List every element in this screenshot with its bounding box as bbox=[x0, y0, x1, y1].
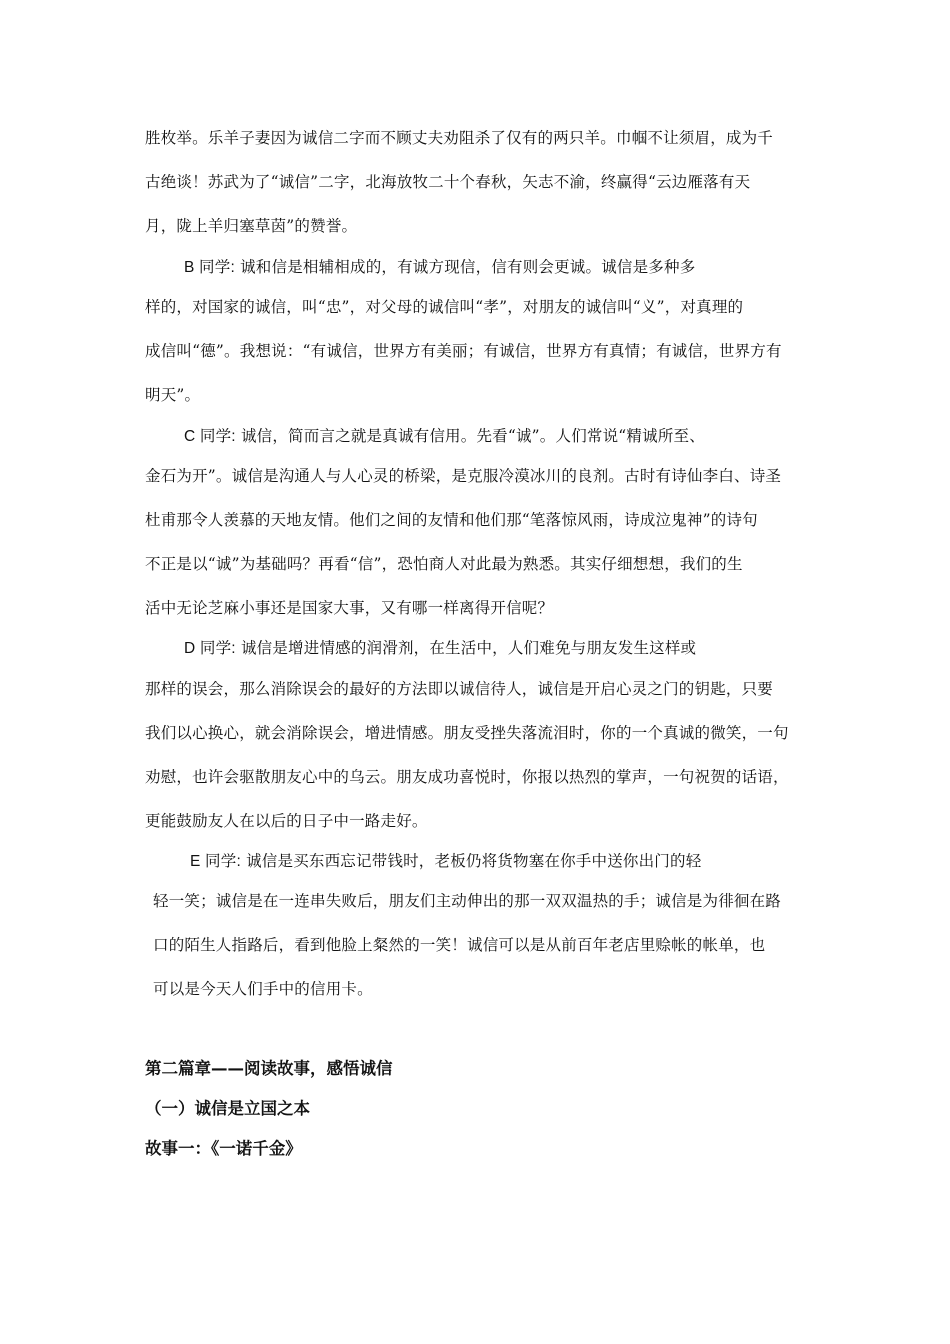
paragraph-d-first-line bbox=[184, 637, 849, 660]
paragraph-line: 古绝谈！苏武为了“诚信”二字，北海放牧二十个春秋，矢志不渝，终赢得“云边雁落有天 bbox=[145, 173, 751, 191]
paragraph-line: 杜甫那令人羡慕的天地友情。他们之间的友情和他们那“笔落惊风雨，诗成泣鬼神”的诗句 bbox=[145, 511, 758, 529]
paragraph-line: 轻一笑；诚信是在一连串失败后，朋友们主动伸出的那一双双温热的手；诚信是为徘徊在路 bbox=[153, 892, 782, 910]
paragraph-line: 口的陌生人指路后，看到他脸上粲然的一笑！诚信可以是从前百年老店里赊帐的帐单，也 bbox=[153, 936, 766, 954]
paragraph-line: 明天”。 bbox=[145, 386, 201, 404]
paragraph-line: 样的，对国家的诚信，叫“忠”，对父母的诚信叫“孝”，对朋友的诚信叫“义”，对真理的 bbox=[145, 298, 744, 316]
paragraph-b-first-line bbox=[184, 256, 849, 279]
speaker-label-d: D 同学: bbox=[184, 640, 236, 657]
paragraph-line: 可以是今天人们手中的信用卡。 bbox=[153, 980, 373, 998]
section-heading: （一）诚信是立国之本 bbox=[145, 1099, 310, 1118]
paragraph-line: 月，陇上羊归塞草茵”的赞誉。 bbox=[145, 217, 358, 235]
speaker-label-c: C 同学: bbox=[184, 428, 236, 445]
paragraph-c-first-line bbox=[184, 425, 849, 448]
paragraph-line: 不正是以“诚”为基础吗？再看“信”，恐怕商人对此最为熟悉。其实仔细想想，我们的生 bbox=[145, 555, 743, 573]
paragraph-line: 成信叫“德”。我想说：“有诚信，世界方有美丽；有诚信，世界方有真情；有诚信，世界方有 bbox=[145, 342, 782, 360]
paragraph-text: 诚信是增进情感的润滑剂，在生活中，人们难免与朋友发生这样或 bbox=[240, 639, 697, 657]
speaker-label-b: B 同学: bbox=[184, 259, 235, 276]
speaker-label-e: E 同学: bbox=[190, 853, 241, 870]
paragraph-line: 更能鼓励友人在以后的日子中一路走好。 bbox=[145, 812, 428, 830]
paragraph-line: 活中无论芝麻小事还是国家大事，又有哪一样离得开信呢？ bbox=[145, 599, 554, 617]
paragraph-text: 诚信是买东西忘记带钱时，老板仍将货物塞在你手中送你出门的轻 bbox=[246, 852, 702, 870]
paragraph-line: 我们以心换心，就会消除误会，增进情感。朋友受挫失落流泪时，你的一个真诚的微笑，一句 bbox=[145, 724, 789, 742]
paragraph-line: 金石为开”。诚信是沟通人与人心灵的桥梁，是克服冷漠冰川的良剂。古时有诗仙李白、诗圣 bbox=[145, 467, 782, 485]
chapter-heading: 第二篇章——阅读故事，感悟诚信 bbox=[145, 1059, 393, 1078]
paragraph-e-first-line bbox=[190, 850, 855, 873]
paragraph-line: 劝慰，也许会驱散朋友心中的乌云。朋友成功喜悦时，你报以热烈的掌声，一句祝贺的话语， bbox=[145, 768, 789, 786]
paragraph-text: 诚和信是相辅相成的，有诚方现信，信有则会更诚。诚信是多种多 bbox=[240, 258, 696, 276]
paragraph-text: 诚信，简而言之就是真诚有信用。先看“诚”。人们常说“精诚所至、 bbox=[240, 427, 705, 445]
story-heading: 故事一：《一诺千金》 bbox=[145, 1139, 302, 1158]
paragraph-line: 胜枚举。乐羊子妻因为诚信二字而不顾丈夫劝阻杀了仅有的两只羊。巾帼不让须眉，成为千 bbox=[145, 129, 774, 147]
paragraph-line: 那样的误会，那么消除误会的最好的方法即以诚信待人，诚信是开启心灵之门的钥匙，只要 bbox=[145, 680, 774, 698]
